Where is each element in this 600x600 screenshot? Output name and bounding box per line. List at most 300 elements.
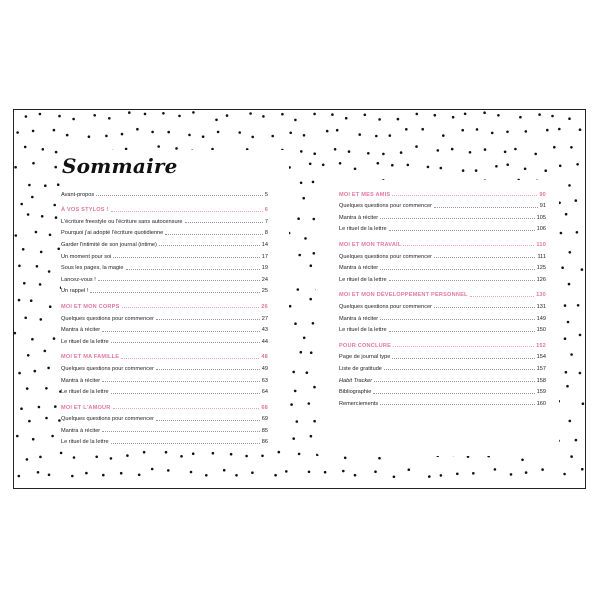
toc-entry-title: Quelques questions pour commencer xyxy=(61,416,154,423)
dot-leader xyxy=(392,195,537,196)
polka-dot xyxy=(440,167,443,170)
polka-dot xyxy=(568,283,571,286)
polka-dot xyxy=(375,135,378,138)
toc-entry xyxy=(61,333,268,345)
toc-entry-title: MOI ET MES AMIS xyxy=(339,191,391,198)
polka-dot xyxy=(71,475,74,478)
toc-entry-title: Le rituel de la lettre xyxy=(339,226,387,233)
polka-dot xyxy=(31,338,34,341)
polka-dot xyxy=(377,162,380,165)
polka-dot xyxy=(495,165,498,168)
polka-dot xyxy=(95,456,98,459)
polka-dot xyxy=(560,232,563,235)
polka-dot xyxy=(42,148,45,151)
toc-page-number: 27 xyxy=(261,315,268,322)
polka-dot xyxy=(308,471,311,474)
dot-leader xyxy=(185,222,263,223)
polka-dot xyxy=(285,470,288,473)
polka-dot xyxy=(249,112,252,115)
dot-leader xyxy=(156,319,260,320)
toc-section-heading xyxy=(61,298,268,310)
polka-dot xyxy=(300,150,303,153)
toc-page-number: 44 xyxy=(261,338,268,345)
polka-dot xyxy=(484,148,487,151)
polka-dot xyxy=(544,169,547,172)
polka-dot xyxy=(217,131,220,134)
dot-leader xyxy=(96,195,263,196)
dot-leader xyxy=(122,307,260,308)
polka-dot xyxy=(41,215,44,218)
dot-leader xyxy=(111,342,260,343)
polka-dot xyxy=(28,184,31,187)
polka-dot xyxy=(336,129,339,132)
toc-page-number: 64 xyxy=(261,389,268,396)
polka-dot xyxy=(568,184,571,187)
polka-dot xyxy=(461,129,464,132)
toc-page-number: 63 xyxy=(261,377,268,384)
polka-dot xyxy=(582,402,585,405)
toc-page-number: 150 xyxy=(536,327,546,334)
polka-dot xyxy=(519,116,522,119)
toc-entry-title: Quelques questions pour commencer xyxy=(339,203,432,210)
polka-dot xyxy=(215,119,218,122)
polka-dot xyxy=(49,234,52,237)
toc-page-number: 91 xyxy=(539,203,546,210)
toc-page-number: 126 xyxy=(536,276,546,283)
polka-dot xyxy=(524,168,527,171)
polka-dot xyxy=(39,456,42,459)
polka-dot xyxy=(296,420,299,423)
polka-dot xyxy=(136,128,139,131)
polka-dot xyxy=(45,417,48,420)
toc-entry-title: Mantra à réciter xyxy=(339,214,379,221)
polka-dot xyxy=(36,265,39,268)
polka-dot xyxy=(57,183,60,186)
polka-dot xyxy=(31,196,34,199)
toc-entry-title: Habit Tracker xyxy=(339,377,373,384)
toc-entry-title: Un rappel ! xyxy=(61,288,89,295)
toc-section-heading xyxy=(339,186,546,198)
toc-page-number: 85 xyxy=(261,427,268,434)
toc-entry-title: Quelques questions pour commencer xyxy=(339,303,432,310)
toc-entry xyxy=(61,260,268,272)
polka-dot xyxy=(230,453,233,456)
dot-leader xyxy=(98,280,260,281)
toc-page-number: 24 xyxy=(261,276,268,283)
polka-dot xyxy=(202,135,205,138)
polka-dot xyxy=(581,268,584,271)
polka-dot xyxy=(18,265,21,268)
dot-leader xyxy=(380,404,534,405)
polka-dot xyxy=(271,135,274,138)
polka-dot xyxy=(165,451,168,454)
polka-dot xyxy=(364,114,367,117)
polka-dot xyxy=(37,471,40,474)
polka-dot xyxy=(483,111,486,114)
polka-dot xyxy=(334,148,337,151)
polka-dot xyxy=(53,204,56,207)
toc-entry-title: Le rituel de la lettre xyxy=(61,338,109,345)
polka-dot xyxy=(374,470,377,473)
polka-dot xyxy=(561,266,564,269)
polka-dot xyxy=(245,455,248,458)
dot-leader xyxy=(159,245,260,246)
toc-entry-title: Quelques questions pour commencer xyxy=(339,253,432,260)
toc-page-number: 130 xyxy=(536,292,546,299)
toc-page-number: 14 xyxy=(261,241,268,248)
toc-entry-title: Mantra à réciter xyxy=(339,315,379,322)
dot-leader xyxy=(389,230,535,231)
polka-dot xyxy=(476,128,479,131)
polka-dot xyxy=(564,304,567,307)
polka-dot xyxy=(151,131,154,134)
toc-page-number: 7 xyxy=(264,218,268,225)
polka-dot xyxy=(128,111,131,114)
polka-dot xyxy=(506,131,509,134)
polka-dot xyxy=(313,252,316,255)
polka-dot xyxy=(569,420,572,423)
polka-dot xyxy=(382,153,385,156)
toc-entry xyxy=(61,310,268,322)
polka-dot xyxy=(310,435,313,438)
polka-dot xyxy=(261,455,264,458)
polka-dot xyxy=(235,474,238,477)
polka-dot xyxy=(289,305,292,308)
polka-dot xyxy=(48,474,51,477)
polka-dot xyxy=(551,115,554,118)
dot-leader xyxy=(389,331,535,332)
toc-entry-title: Pourquoi j'ai adopté l'écriture quotidienne xyxy=(61,230,164,237)
toc-entry-title: Garder l'intimité de son journal (intime) xyxy=(61,241,157,248)
toc-page-number: 154 xyxy=(536,354,546,361)
polka-dot xyxy=(575,439,578,442)
toc-entry xyxy=(339,360,546,372)
polka-dot xyxy=(322,164,325,167)
polka-dot xyxy=(451,148,454,151)
dot-leader xyxy=(434,207,538,208)
polka-dot xyxy=(310,264,313,267)
polka-dot xyxy=(72,118,75,121)
dot-leader xyxy=(111,393,260,394)
polka-dot xyxy=(297,288,300,291)
toc-entry-title: Le rituel de la lettre xyxy=(339,327,387,334)
toc-page-number: 160 xyxy=(536,400,546,407)
dot-leader xyxy=(470,296,534,297)
toc-page-number: 149 xyxy=(536,315,546,322)
book-spread xyxy=(13,109,586,489)
polka-dot xyxy=(497,114,500,117)
polka-dot xyxy=(576,231,579,234)
polka-dot xyxy=(462,169,465,172)
polka-dot xyxy=(312,181,315,184)
polka-dot xyxy=(434,114,437,117)
polka-dot xyxy=(506,163,509,166)
polka-dot xyxy=(300,351,303,354)
dot-leader xyxy=(165,234,263,235)
polka-dot xyxy=(167,131,170,134)
toc-entry xyxy=(61,248,268,260)
polka-dot xyxy=(14,332,16,335)
polka-dot xyxy=(309,163,312,166)
toc-page-number: 68 xyxy=(261,404,268,411)
polka-dot xyxy=(32,130,35,133)
toc-entry-title: Lancez-vous ! xyxy=(61,276,96,283)
dot-leader xyxy=(121,358,259,359)
polka-dot xyxy=(40,318,43,321)
polka-dot xyxy=(475,169,478,172)
polka-dot xyxy=(472,472,475,475)
polka-dot xyxy=(300,182,303,185)
toc-section-heading xyxy=(339,236,546,248)
polka-dot xyxy=(313,152,316,155)
polka-dot xyxy=(55,216,58,219)
polka-dot xyxy=(49,305,52,308)
polka-dot xyxy=(26,387,29,390)
polka-dot xyxy=(546,129,549,132)
polka-dot xyxy=(525,471,528,474)
toc-entry-title: L'écriture freestyle ou l'écriture sans autocensure xyxy=(61,218,183,225)
polka-dot xyxy=(292,437,295,440)
polka-dot xyxy=(469,151,472,154)
toc-section-heading xyxy=(61,399,268,411)
polka-dot xyxy=(312,322,315,325)
polka-dot xyxy=(15,234,18,237)
polka-dot xyxy=(20,407,23,410)
polka-dot xyxy=(456,473,459,476)
polka-dot xyxy=(192,452,195,455)
polka-dot xyxy=(559,165,562,168)
toc-page-number: 17 xyxy=(261,253,268,260)
polka-dot xyxy=(290,403,293,406)
polka-dot xyxy=(579,334,582,337)
dot-leader xyxy=(374,381,535,382)
dot-leader xyxy=(392,358,534,359)
polka-dot xyxy=(313,218,316,221)
polka-dot xyxy=(24,317,27,320)
toc-section-heading xyxy=(339,287,546,299)
toc-entry-title: Le rituel de la lettre xyxy=(61,389,109,396)
polka-dot xyxy=(407,164,410,167)
toc-entry xyxy=(339,349,546,361)
polka-dot xyxy=(120,472,123,475)
dot-leader xyxy=(102,431,260,432)
toc-page-number: 8 xyxy=(264,230,268,237)
toc-entry xyxy=(339,221,546,233)
polka-dot xyxy=(297,217,300,220)
polka-dot xyxy=(428,475,431,478)
toc-entry-title: Remerciements xyxy=(339,400,379,407)
toc-entry xyxy=(61,236,268,248)
polka-dot xyxy=(564,337,567,340)
toc-entry-title: Quelques questions pour commencer xyxy=(61,315,154,322)
polka-dot xyxy=(23,282,26,285)
polka-dot xyxy=(18,475,21,478)
toc-right-column xyxy=(339,186,546,407)
polka-dot xyxy=(93,114,96,117)
polka-dot xyxy=(144,113,147,116)
toc-left-column xyxy=(61,186,268,445)
dot-leader xyxy=(434,307,535,308)
toc-entry-title: Page de journal type xyxy=(339,354,391,361)
polka-dot xyxy=(452,116,455,119)
toc-page-number: 69 xyxy=(261,416,268,423)
toc-entry xyxy=(61,283,268,295)
polka-dot xyxy=(367,152,370,155)
polka-dot xyxy=(579,372,582,375)
polka-dot xyxy=(577,304,580,307)
toc-entry xyxy=(61,360,268,372)
toc-entry xyxy=(61,434,268,446)
polka-dot xyxy=(40,251,43,254)
dot-leader xyxy=(156,369,260,370)
toc-section-heading xyxy=(61,202,268,214)
polka-dot xyxy=(570,455,573,458)
polka-dot xyxy=(60,452,63,455)
polka-dot xyxy=(105,135,108,138)
polka-dot xyxy=(20,203,23,206)
polka-dot xyxy=(54,166,57,169)
polka-dot xyxy=(226,114,229,117)
dot-leader xyxy=(102,381,260,382)
polka-dot xyxy=(32,162,35,165)
polka-dot xyxy=(567,321,570,324)
toc-entry-title: Le rituel de la lettre xyxy=(61,439,109,446)
polka-dot xyxy=(575,199,578,202)
polka-dot xyxy=(298,453,301,456)
polka-dot xyxy=(121,133,124,136)
dot-leader xyxy=(102,331,260,332)
dot-leader xyxy=(380,218,534,219)
dot-leader xyxy=(380,319,534,320)
toc-entry xyxy=(61,186,268,198)
polka-dot xyxy=(302,197,305,200)
polka-dot xyxy=(292,371,295,374)
polka-dot xyxy=(579,128,582,131)
polka-dot xyxy=(358,133,361,136)
toc-page-number: 105 xyxy=(536,214,546,221)
polka-dot xyxy=(289,132,292,135)
toc-entry-title: Un moment pour soi xyxy=(61,253,112,260)
polka-dot xyxy=(464,113,467,116)
toc-page-number: 6 xyxy=(264,207,268,214)
toc-page-number: 125 xyxy=(536,265,546,272)
polka-dot xyxy=(85,472,88,475)
polka-dot xyxy=(294,119,297,122)
toc-entry xyxy=(61,411,268,423)
polka-dot xyxy=(157,145,160,148)
polka-dot xyxy=(110,457,113,460)
toc-page-number: 48 xyxy=(261,354,268,361)
polka-dot xyxy=(274,474,277,477)
toc-entry-title: Sous les pages, la magie xyxy=(61,265,124,272)
dot-leader xyxy=(389,280,535,281)
polka-dot xyxy=(44,184,47,187)
polka-dot xyxy=(178,115,181,118)
polka-dot xyxy=(58,115,61,118)
polka-dot xyxy=(66,134,69,137)
polka-dot xyxy=(568,117,571,120)
polka-dot xyxy=(581,468,584,471)
polka-dot xyxy=(88,135,91,138)
polka-dot xyxy=(192,111,195,114)
page-title: Sommaire xyxy=(62,154,178,178)
polka-dot xyxy=(378,118,381,121)
dot-leader xyxy=(156,420,260,421)
toc-entry-title: Mantra à réciter xyxy=(61,427,101,434)
polka-dot xyxy=(18,372,21,375)
polka-dot xyxy=(303,337,306,340)
toc-entry xyxy=(339,198,546,210)
toc-entry-title: MOI ET MON TRAVAIL xyxy=(339,241,402,248)
polka-dot xyxy=(73,456,76,459)
polka-dot xyxy=(251,136,254,139)
polka-dot xyxy=(415,145,418,148)
polka-dot xyxy=(427,166,430,169)
polka-dot xyxy=(408,468,411,471)
polka-dot xyxy=(391,164,394,167)
polka-dot xyxy=(262,115,265,118)
polka-dot xyxy=(504,151,507,154)
polka-dot xyxy=(16,435,19,438)
polka-dot xyxy=(393,476,396,479)
dot-leader xyxy=(111,443,260,444)
polka-dot xyxy=(521,459,524,462)
polka-dot xyxy=(294,390,297,393)
polka-dot xyxy=(54,405,57,408)
toc-entry-title: Bibliographie xyxy=(339,389,372,396)
polka-dot xyxy=(151,468,154,471)
polka-dot xyxy=(397,118,400,121)
dot-leader xyxy=(113,257,259,258)
toc-entry-title: POUR CONCLURE xyxy=(339,342,392,349)
dot-leader xyxy=(113,408,260,409)
dot-leader xyxy=(111,211,263,212)
dot-leader xyxy=(126,269,260,270)
toc-page-number: 5 xyxy=(264,191,268,198)
dot-leader xyxy=(384,369,535,370)
toc-page-number: 86 xyxy=(261,439,268,446)
toc-page-number: 49 xyxy=(261,365,268,372)
polka-dot xyxy=(525,130,528,133)
polka-dot xyxy=(281,113,284,116)
polka-dot xyxy=(188,134,191,137)
polka-dot xyxy=(304,237,307,240)
toc-entry-title: Mantra à réciter xyxy=(61,327,101,334)
polka-dot xyxy=(238,131,241,134)
toc-entry-title: Mantra à réciter xyxy=(339,265,379,272)
polka-dot xyxy=(326,130,329,133)
toc-entry xyxy=(61,225,268,237)
polka-dot xyxy=(190,471,193,474)
polka-dot xyxy=(53,129,56,132)
toc-entry xyxy=(339,260,546,272)
toc-entry-title: Quelques questions pour commencer xyxy=(61,365,154,372)
polka-dot xyxy=(563,473,566,476)
toc-entry xyxy=(61,271,268,283)
toc-page-number: 25 xyxy=(261,288,268,295)
toc-page-number: 110 xyxy=(536,241,546,248)
toc-entry xyxy=(339,310,546,322)
polka-dot xyxy=(24,146,27,149)
toc-entry xyxy=(339,271,546,283)
toc-entry-title: MOI ET MA FAMILLE xyxy=(61,354,120,361)
toc-page-number: 131 xyxy=(536,303,546,310)
polka-dot xyxy=(38,406,41,409)
polka-dot xyxy=(541,468,544,471)
polka-dot xyxy=(510,473,513,476)
polka-dot xyxy=(514,148,517,151)
polka-dot xyxy=(27,354,30,357)
